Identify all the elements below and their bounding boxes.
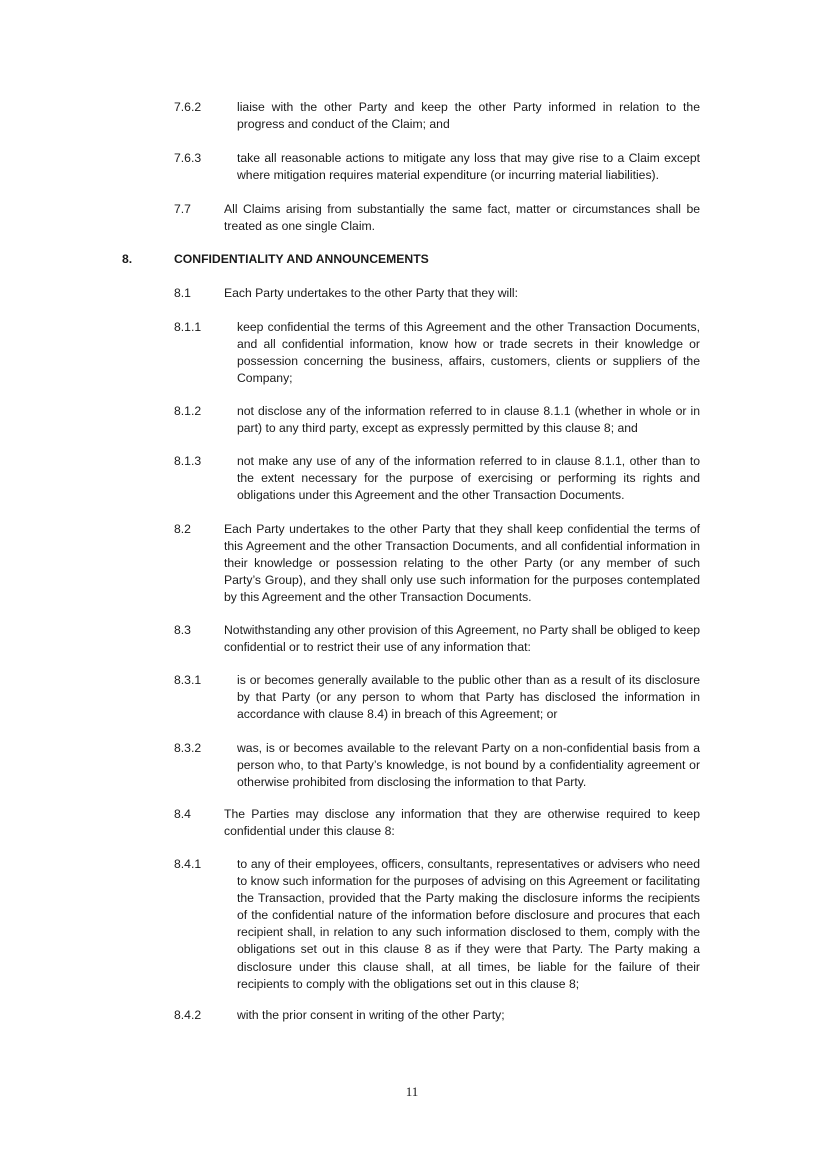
clause-number: 7.6.2 xyxy=(174,100,202,114)
clause-number: 8.3.2 xyxy=(174,741,202,755)
clause-8-3-2 xyxy=(174,740,700,794)
clause-7-7 xyxy=(174,201,700,237)
clause-8-4 xyxy=(174,806,700,842)
clause-number: 8.4.2 xyxy=(174,1008,202,1022)
clause-8-1-2 xyxy=(174,403,700,439)
page-number: 11 xyxy=(405,1084,419,1099)
clause-8-4-2 xyxy=(174,1007,700,1025)
clause-number: 8.1.3 xyxy=(174,454,202,468)
clause-number: 8.2 xyxy=(174,522,191,536)
clause-text: take all reasonable actions to mitigate any loss that may give rise to a Claim except where mitigation requires material expenditure (or incurring material liabilities). xyxy=(237,151,700,183)
clause-8-1-3 xyxy=(174,453,700,507)
clause-number: 8.1.1 xyxy=(174,320,202,334)
clause-number: 8.1 xyxy=(174,286,191,300)
clause-number: 7.7 xyxy=(174,202,191,216)
clause-number: 8.3.1 xyxy=(174,673,202,687)
clause-8-2 xyxy=(174,521,700,609)
clause-text: Notwithstanding any other provision of this Agreement, no Party shall be obliged to keep confidential or to restrict their use of any information that: xyxy=(224,623,700,655)
clause-8-4-1 xyxy=(174,856,700,994)
section-heading-8 xyxy=(122,251,700,269)
clause-text: not make any use of any of the information referred to in clause 8.1.1, other than to the extent necessary for the purpose of exercising or performing its rights and obligations under this Agreement and the other Transaction Documents. xyxy=(237,454,700,503)
clause-8-3-1 xyxy=(174,672,700,726)
clause-number: 8.3 xyxy=(174,623,191,637)
clause-number: 8.1.2 xyxy=(174,404,202,418)
clause-text: keep confidential the terms of this Agreement and the other Transaction Documents, and all confidential information, know how or trade secrets in their knowledge or possession concerning the business, affairs, customers, clients or suppliers of the Company; xyxy=(237,320,700,386)
clause-text: not disclose any of the information referred to in clause 8.1.1 (whether in whole or in part) to any third party, except as expressly permitted by this clause 8; and xyxy=(237,404,700,436)
clause-text: liaise with the other Party and keep the other Party informed in relation to the progress and conduct of the Claim; and xyxy=(237,100,700,132)
clause-text: was, is or becomes available to the relevant Party on a non-confidential basis from a person who, to that Party’s knowledge, is not bound by a confidentiality agreement or otherwise prohibited from disclosing the information to that Party. xyxy=(237,741,700,790)
clause-text: All Claims arising from substantially the same fact, matter or circumstances shall be treated as one single Claim. xyxy=(224,202,700,234)
clause-7-6-3 xyxy=(174,150,700,186)
clause-text: with the prior consent in writing of the other Party; xyxy=(237,1008,505,1022)
clause-text: Each Party undertakes to the other Party that they shall keep confidential the terms of this Agreement and the other Transaction Documents, and all confidential information in their knowledge or possession relating to the other Party (or any member of such Party’s Group), and they shall only use such information for the purposes contemplated by this Agreement and the other Transaction Documents. xyxy=(224,522,700,605)
clause-text: is or becomes generally available to the public other than as a result of its disclosure by that Party (or any person to whom that Party has disclosed the information in accordance with clause 8.4) in breach of this Agreement; or xyxy=(237,673,700,722)
clause-number: 8.4 xyxy=(174,807,191,821)
clause-8-1-1 xyxy=(174,319,700,389)
clause-text: Each Party undertakes to the other Party that they will: xyxy=(224,286,519,300)
clause-8-1 xyxy=(174,285,700,303)
clause-number: 7.6.3 xyxy=(174,151,202,165)
clause-text: to any of their employees, officers, consultants, representatives or advisers who need to know such information for the purposes of advising on this Agreement or facilitating the Transaction, provided that the Party making the disclosure informs the recipients of the confidential nature of the information before disclosure and procures that each recipient shall, in relation to any such information disclosed to them, comply with the obligations set out in this clause 8 as if they were that Party. The Party making a disclosure under this clause shall, at all times, be liable for the failure of their recipients to comply with the obligations set out in this clause 8; xyxy=(237,857,700,991)
section-number: 8. xyxy=(122,252,133,266)
section-title: CONFIDENTIALITY AND ANNOUNCEMENTS xyxy=(174,252,429,266)
clause-text: The Parties may disclose any information that they are otherwise required to keep confidential under this clause 8: xyxy=(224,807,700,839)
clause-7-6-2 xyxy=(174,99,700,135)
clause-8-3 xyxy=(174,622,700,658)
clause-number: 8.4.1 xyxy=(174,857,202,871)
